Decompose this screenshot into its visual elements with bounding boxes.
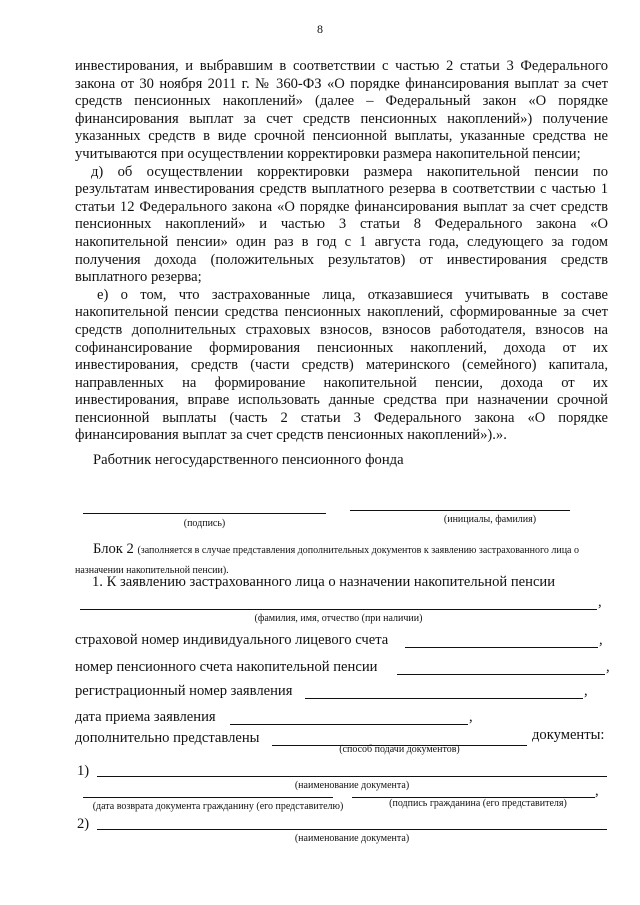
paragraph-e: е) о том, что застрахованные лица, отказавшиеся учитывать в составе накопительной пенсии средства пенсионных накоплений, сформированные за счет средств дополнительных страховых взносов, взносов работодателя, взносов на софинансирование формирования пенсионных накоплений, дохода от их инвестирования, средств (части средств) материнского (семейного) капитала, направленных на формирование накопительной пенсии, дохода от их инвестирования, вправе использовать данные средства при назначении срочной пенсионной выплаты (часть 2 статьи 3 Федерального закона «О порядке финансирования выплат за счет средств пенсионных накоплений»).». [75,286,608,444]
additional-label: дополнительно представлены [75,730,260,746]
worker-label: Работник негосударственного пенсионного фонда [93,452,404,468]
return-date-caption: (дата возврата документа гражданину (его представителю) [92,801,344,812]
initials-line[interactable] [350,510,570,511]
main-text [75,58,608,445]
return-date-line[interactable] [83,797,333,798]
reg-number-line[interactable] [305,698,583,699]
citizen-signature-caption: (подпись гражданина (его представителя) [389,798,567,809]
signature-caption: (подпись) [183,518,226,529]
fio-line[interactable] [80,609,597,610]
paragraph-d: д) об осуществлении корректировки размера накопительной пенсии по результатам инвестирования средств выплатного резерва в соответствии с частью 1 статьи 12 Федерального закона «О порядке финансирования выплат за счет средств пенсионных накоплений» и частью 3 статьи 8 Федерального закона «О накопительной пенсии» один раз в год с 1 августа года, следующего за годом получения дохода (положительных результатов) от инвестирования средств выплатного резерва; [75,163,608,286]
block2-title: Блок 2 [93,541,134,557]
documents-label: документы: [532,727,605,743]
paragraph-1: инвестирования, и выбравшим в соответствии с частью 2 статьи 3 Федерального закона от 30 ноября 2011 г. № 360-ФЗ «О порядке финансирования выплат за счет средств пенсионных накоплений» (далее – Федеральный закон «О порядке финансирования выплат за счет средств пенсионных накоплений») получение указанных средств в виде срочной пенсионной выплаты, указанные средства не учитываются при осуществлении корректировки размера накопительной пенсии; [75,58,608,162]
date-line[interactable] [230,724,468,725]
doc1-line[interactable] [97,776,607,777]
doc2-caption: (наименование документа) [294,833,410,844]
block2-note: (заполняется в случае представления дополнительных документов к заявлению застрахованного лица о назначении накопительной пенсии). [75,545,579,576]
snils-line[interactable] [405,647,598,648]
signature-line[interactable] [83,513,326,514]
fio-caption: (фамилия, имя, отчество (при наличии) [254,613,423,624]
doc1-comma: , [595,783,599,799]
doc2-line[interactable] [97,829,607,830]
date-comma: , [469,709,473,725]
fio-comma: , [598,594,602,610]
doc1-caption: (наименование документа) [294,780,410,791]
account-label: номер пенсионного счета накопительной пенсии [75,659,378,675]
item-2-number: 2) [77,816,90,832]
snils-comma: , [599,632,603,648]
block2-item1: 1. К заявлению застрахованного лица о назначении накопительной пенсии [92,574,556,590]
initials-caption: (инициалы, фамилия) [443,514,537,525]
item-1-number: 1) [77,763,90,779]
reg-number-comma: , [584,683,588,699]
account-line[interactable] [397,674,605,675]
reg-number-label: регистрационный номер заявления [75,683,293,699]
method-caption: (способ подачи документов) [339,744,460,755]
date-label: дата приема заявления [75,709,216,725]
snils-label: страховой номер индивидуального лицевого счета [75,632,389,648]
page-number: 8 [317,22,323,36]
account-comma: , [606,659,610,675]
